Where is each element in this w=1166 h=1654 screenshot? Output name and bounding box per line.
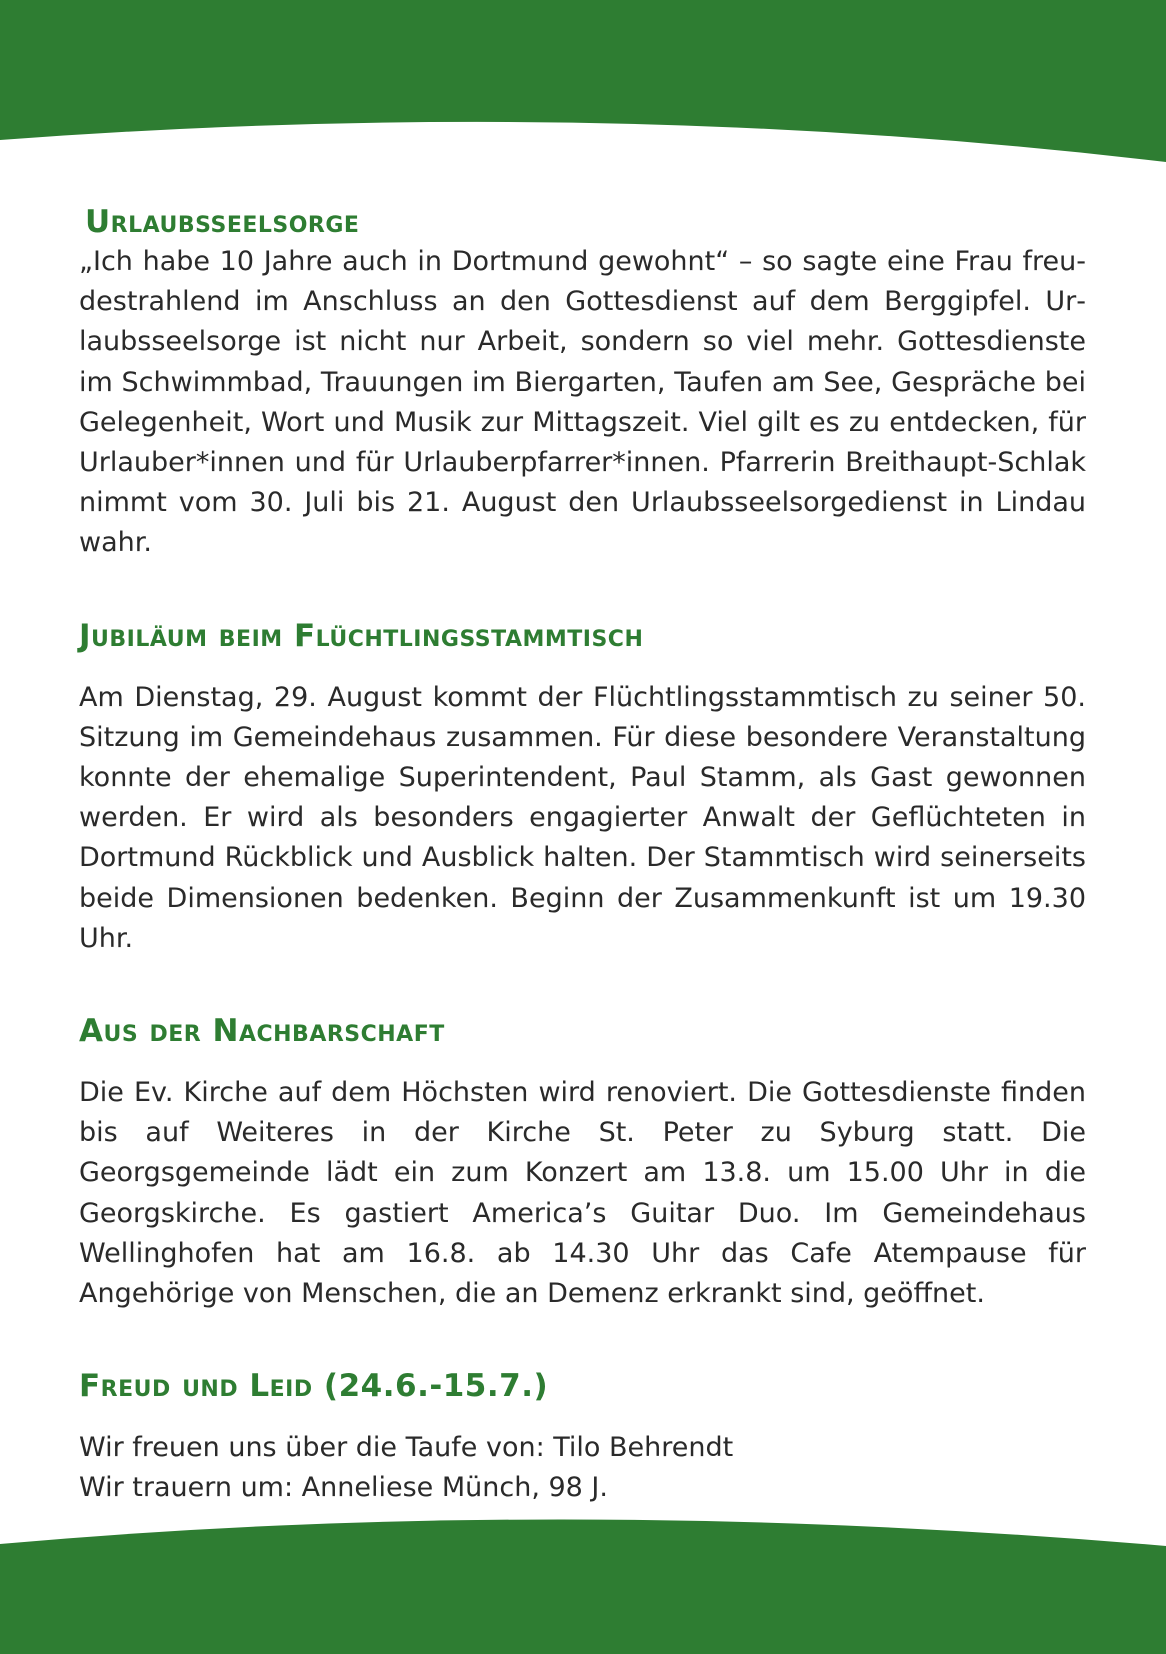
heading-jubilaeum: Jubiläum beim Flüchtlingsstammtisch xyxy=(79,617,644,654)
paragraph-jubilaeum: Am Dienstag, 29. August kommt der Flüchtlingsstammtisch zu seiner 50. Sitzung im Gemeindehaus zusammen. Für diese besondere Veranstaltung konnte der ehemalige Superintendent, Paul Stamm, als Gast gewonnen werden. Er wird als besonders engagierter Anwalt der Geflüchteten in Dortmund Rückblick und Ausblick halten. Der Stammtisch wird seinerseits beide Dimensionen bedenken. Beginn der Zusammenkunft ist um 19.30 Uhr. xyxy=(79,681,1086,954)
section-nachbarschaft xyxy=(79,1011,1086,1314)
page-content xyxy=(79,202,1086,1509)
bottom-green-wave xyxy=(0,1504,1166,1654)
top-green-wave xyxy=(0,0,1166,170)
section-jubilaeum xyxy=(79,616,1086,959)
paragraph-urlaubsseelsorge: „Ich habe 10 Jahre auch in Dortmund gewohnt“ – so sagte eine Frau freudestrahlend im Anschluss an den Gottesdienst auf dem Berggipfel. Urlaubsseelsorge ist nicht nur Arbeit, sondern so viel mehr. Gottesdienste im Schwimmbad, Trauungen im Biergarten, Taufen am See, Gespräche bei Gelegenheit, Wort und Musik zur Mittagszeit. Viel gilt es zu entdecken, für Urlauber*innen und für Urlauberpfarrer*innen. Pfarrerin Breithaupt-Schlak nimmt vom 30. Juli bis 21. August den Urlaubsseelsorgedienst in Lindau wahr. xyxy=(79,246,1086,559)
section-freud-und-leid xyxy=(79,1366,1086,1508)
baptism-line: Wir freuen uns über die Taufe von: Tilo Behrendt xyxy=(79,1432,734,1464)
section-urlaubsseelsorge xyxy=(79,202,1086,564)
heading-freud-und-leid: Freud und Leid (24.6.-15.7.) xyxy=(79,1368,549,1405)
paragraph-nachbarschaft: Die Ev. Kirche auf dem Höchsten wird renoviert. Die Gottesdienste finden bis auf Weiteres in der Kirche St. Peter zu Syburg statt. Die Georgsgemeinde lädt ein zum Konzert am 13.8. um 15.00 Uhr in die Georgskirche. Es gastiert America’s Guitar Duo. Im Gemeindehaus Wellinghofen hat am 16.8. ab 14.30 Uhr das Cafe Atempause für Angehörige von Menschen, die an Demenz erkrankt sind, geöffnet. xyxy=(79,1077,1086,1310)
freud-und-leid-list xyxy=(79,1428,1086,1508)
mourning-line: Wir trauern um: Anneliese Münch, 98 J. xyxy=(79,1472,608,1504)
heading-urlaubsseelsorge: Urlaubsseelsorge xyxy=(85,204,360,240)
heading-nachbarschaft: Aus der Nachbarschaft xyxy=(79,1013,445,1050)
